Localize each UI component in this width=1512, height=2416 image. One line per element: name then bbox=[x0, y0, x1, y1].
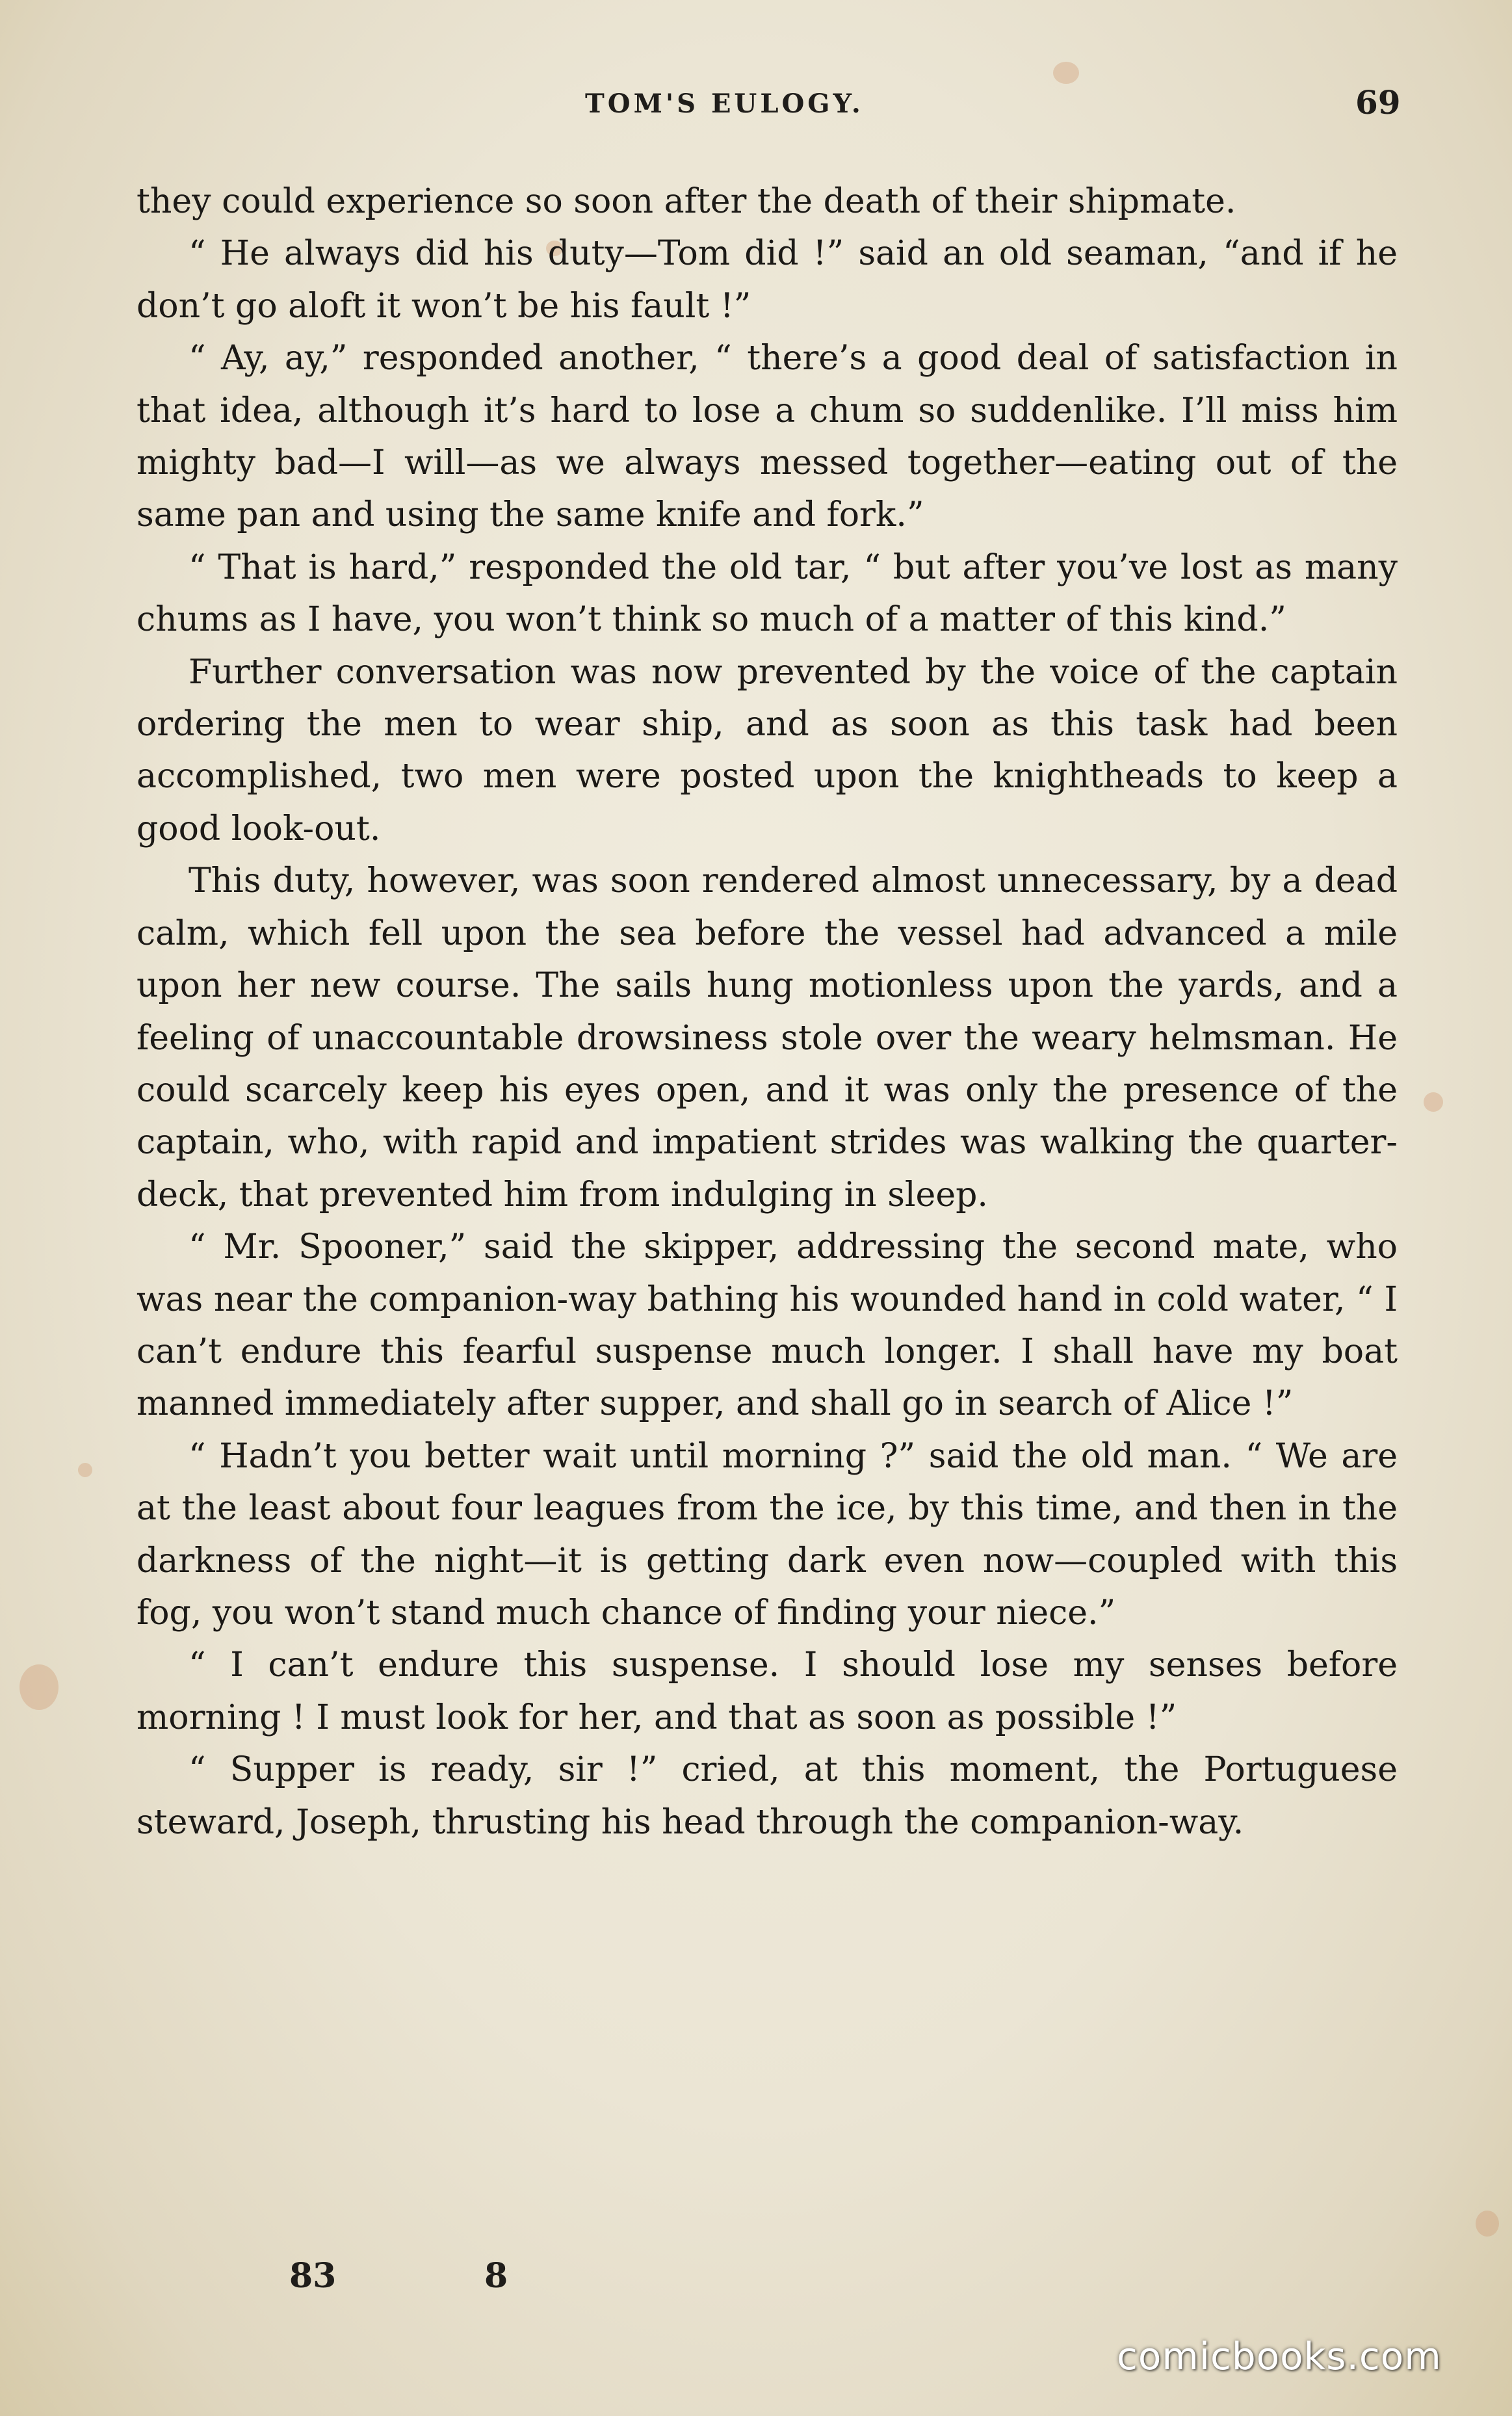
paragraph: Further conversation was now prevented by the voice of the captain ordering the men to wear ship, and as soon as this task had been accomplished, two men were posted upon the knightheads to keep a good look-out. bbox=[137, 652, 1398, 848]
paragraph: “ He always did his duty—Tom did !” said an old seaman, “and if he don’t go aloft it won’t be his fault !” bbox=[137, 234, 1398, 326]
page-number: 69 bbox=[1355, 83, 1401, 122]
foxing-spot bbox=[1424, 1092, 1443, 1112]
running-title: TOM'S EULOGY. bbox=[585, 88, 864, 119]
paragraph: “ Mr. Spooner,” said the skipper, addressing the second mate, who was near the companion-way bathing his wounded hand in cold water, “ I can’t endure this fearful suspense much longer. I shall have my boat manned immediately after supper, and shall go in search of Alice !” bbox=[137, 1228, 1398, 1424]
signature-mark-left: 83 bbox=[289, 2256, 337, 2296]
page-header bbox=[0, 83, 1512, 122]
watermark: comicbooks.com bbox=[1117, 2334, 1442, 2378]
paragraph: This duty, however, was soon rendered almost unnecessary, by a dead calm, which fell upon the sea before the vessel had advanced a mile upon her new course. The sails hung motionless upon the yards, and a feeling of unaccountable drowsiness stole over the weary helmsman. He could scarcely keep his eyes open, and it was only the presence of the captain, who, with rapid and impatient strides was walking the quarter-deck, that prevented him from indulging in sleep. bbox=[137, 861, 1398, 1215]
foxing-spot bbox=[1053, 62, 1079, 84]
paragraph: “ Ay, ay,” responded another, “ there’s a good deal of satisfaction in that idea, although it’s hard to lose a chum so suddenlike. I’ll miss him mighty bad—I will—as we always messed together—eating out of the same pan and using the same knife and fork.” bbox=[137, 339, 1398, 535]
paragraph: they could experience so soon after the death of their shipmate. bbox=[137, 182, 1236, 221]
paragraph: “ Hadn’t you better wait until morning ?” said the old man. “ We are at the least about four leagues from the ice, by this time, and then in the darkness of the night—it is getting dark even now—coupled with this fog, you won’t stand much chance of finding your niece.” bbox=[137, 1436, 1398, 1633]
foxing-spot bbox=[20, 1664, 59, 1710]
paragraph: “ That is hard,” responded the old tar, “ but after you’ve lost as many chums as I have, you won’t think so much of a matter of this kind.” bbox=[137, 547, 1398, 640]
foxing-spot bbox=[1476, 2211, 1499, 2237]
foxing-spot bbox=[78, 1463, 92, 1477]
paragraph: “ I can’t endure this suspense. I should lose my senses before morning ! I must look for her, and that as soon as possible !” bbox=[137, 1646, 1398, 1737]
paragraph: “ Supper is ready, sir !” cried, at this moment, the Portuguese steward, Joseph, thrusting his head through the companion-way. bbox=[137, 1750, 1398, 1842]
signature-mark-right: 8 bbox=[484, 2256, 508, 2296]
body-text bbox=[137, 176, 1398, 1848]
